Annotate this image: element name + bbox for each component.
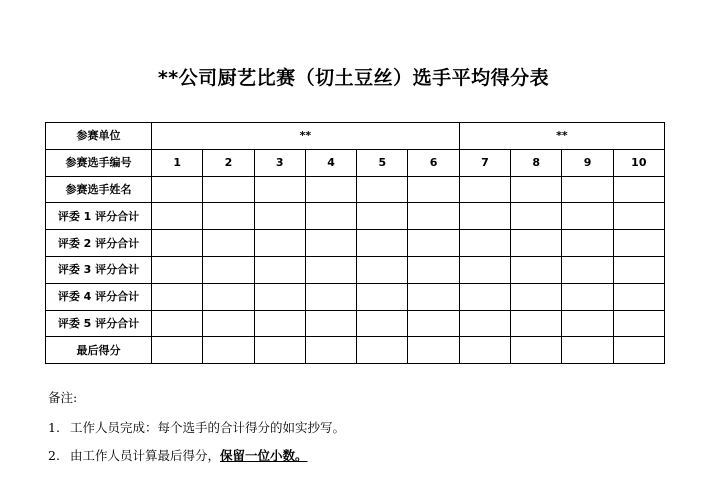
empty-cell [305, 337, 356, 364]
row-label-number: 参赛选手编号 [46, 149, 152, 176]
contestant-number-4: 4 [305, 149, 356, 176]
empty-cell [613, 337, 664, 364]
empty-cell [459, 256, 510, 283]
empty-cell [305, 176, 356, 203]
row-label-judge-1: 评委 1 评分合计 [46, 203, 152, 230]
table-row-final [46, 337, 665, 364]
empty-cell [562, 230, 613, 257]
table-row-judge-5 [46, 310, 665, 337]
empty-cell [613, 256, 664, 283]
empty-cell [459, 337, 510, 364]
empty-cell [152, 337, 203, 364]
row-label-judge-5: 评委 5 评分合计 [46, 310, 152, 337]
row-label-judge-2: 评委 2 评分合计 [46, 230, 152, 257]
note-number-2: 2. [48, 448, 60, 463]
empty-cell [305, 203, 356, 230]
row-label-name: 参赛选手姓名 [46, 176, 152, 203]
empty-cell [613, 230, 664, 257]
contestant-number-1: 1 [152, 149, 203, 176]
empty-cell [254, 283, 305, 310]
empty-cell [613, 283, 664, 310]
row-label-judge-3: 评委 3 评分合计 [46, 256, 152, 283]
contestant-number-10: 10 [613, 149, 664, 176]
empty-cell [152, 203, 203, 230]
empty-cell [562, 337, 613, 364]
empty-cell [562, 176, 613, 203]
table-row-judge-2 [46, 230, 665, 257]
table-row-judge-1 [46, 203, 665, 230]
empty-cell [408, 230, 459, 257]
table-row-name [46, 176, 665, 203]
note-item-2 [48, 446, 345, 464]
empty-cell [511, 310, 562, 337]
table-row-judge-3 [46, 256, 665, 283]
empty-cell [254, 176, 305, 203]
empty-cell [562, 203, 613, 230]
empty-cell [357, 337, 408, 364]
empty-cell [357, 176, 408, 203]
empty-cell [254, 256, 305, 283]
empty-cell [408, 203, 459, 230]
empty-cell [305, 256, 356, 283]
empty-cell [254, 230, 305, 257]
empty-cell [511, 283, 562, 310]
notes-section [48, 388, 345, 474]
empty-cell [562, 310, 613, 337]
note-emphasis: 保留一位小数。 [220, 448, 308, 463]
table-row-number [46, 149, 665, 176]
empty-cell [152, 283, 203, 310]
empty-cell [562, 283, 613, 310]
empty-cell [152, 176, 203, 203]
empty-cell [203, 203, 254, 230]
empty-cell [511, 256, 562, 283]
empty-cell [511, 230, 562, 257]
empty-cell [459, 203, 510, 230]
empty-cell [511, 203, 562, 230]
empty-cell [459, 176, 510, 203]
empty-cell [254, 203, 305, 230]
empty-cell [152, 230, 203, 257]
empty-cell [254, 337, 305, 364]
score-table [45, 122, 665, 364]
page-title: **公司厨艺比赛（切土豆丝）选手平均得分表 [157, 67, 550, 89]
empty-cell [357, 256, 408, 283]
empty-cell [357, 230, 408, 257]
empty-cell [203, 256, 254, 283]
note-text-2: 由工作人员计算最后得分， [70, 448, 221, 463]
empty-cell [305, 310, 356, 337]
empty-cell [357, 203, 408, 230]
note-number-1: 1. [48, 420, 60, 435]
empty-cell [305, 283, 356, 310]
contestant-number-3: 3 [254, 149, 305, 176]
notes-heading: 备注: [48, 390, 78, 405]
empty-cell [408, 310, 459, 337]
row-label-unit: 参赛单位 [46, 123, 152, 150]
contestant-number-5: 5 [357, 149, 408, 176]
contestant-number-9: 9 [562, 149, 613, 176]
unit-cell-a: ** [152, 123, 460, 150]
empty-cell [357, 283, 408, 310]
contestant-number-6: 6 [408, 149, 459, 176]
contestant-number-8: 8 [511, 149, 562, 176]
empty-cell [511, 176, 562, 203]
empty-cell [408, 256, 459, 283]
empty-cell [203, 283, 254, 310]
empty-cell [203, 310, 254, 337]
empty-cell [305, 230, 356, 257]
empty-cell [459, 283, 510, 310]
empty-cell [511, 337, 562, 364]
empty-cell [408, 337, 459, 364]
empty-cell [203, 176, 254, 203]
empty-cell [203, 230, 254, 257]
contestant-number-2: 2 [203, 149, 254, 176]
table-row-unit [46, 123, 665, 150]
empty-cell [408, 176, 459, 203]
empty-cell [459, 230, 510, 257]
empty-cell [613, 203, 664, 230]
empty-cell [152, 310, 203, 337]
empty-cell [613, 310, 664, 337]
contestant-number-7: 7 [459, 149, 510, 176]
empty-cell [203, 337, 254, 364]
empty-cell [562, 256, 613, 283]
note-text-1: 工作人员完成：每个选手的合计得分的如实抄写。 [70, 420, 346, 435]
empty-cell [459, 310, 510, 337]
empty-cell [152, 256, 203, 283]
empty-cell [254, 310, 305, 337]
empty-cell [613, 176, 664, 203]
unit-cell-b: ** [459, 123, 664, 150]
row-label-judge-4: 评委 4 评分合计 [46, 283, 152, 310]
empty-cell [408, 283, 459, 310]
empty-cell [357, 310, 408, 337]
row-label-final: 最后得分 [46, 337, 152, 364]
table-row-judge-4 [46, 283, 665, 310]
note-item-1 [48, 418, 345, 436]
